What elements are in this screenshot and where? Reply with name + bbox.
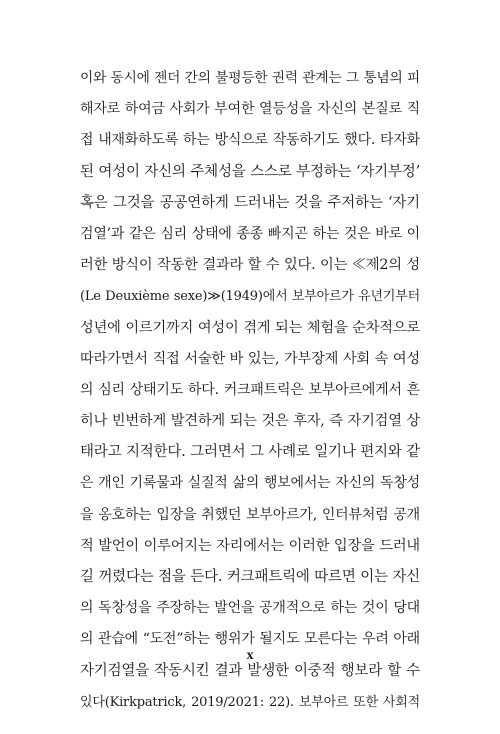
body-paragraph <box>80 63 420 718</box>
text-line: 있다(Kirkpatrick, 2019/2021: 22). 보부아르 또한 사회적 <box>80 694 420 710</box>
text-line: 히나 빈번하게 발견하게 되는 것은 후자, 즉 자기검열 상 <box>80 413 420 430</box>
text-line: 해자로 하여금 사회가 부여한 열등성을 자신의 본질로 직 <box>80 101 420 118</box>
text-line: 길 꺼렸다는 점을 든다. 커크패트릭에 따르면 이는 자신 <box>80 569 420 585</box>
text-line: 러한 방식이 작동한 결과라 할 수 있다. 이는 ≪제2의 성 <box>80 257 420 274</box>
page-number: x <box>246 648 254 663</box>
text-line: 의 독창성을 주장하는 발언을 공개적으로 하는 것이 당대 <box>80 600 420 617</box>
text-line: 검열’과 같은 심리 상태에 종종 빠지곤 하는 것은 바로 이 <box>80 225 420 242</box>
text-line: 된 여성이 자신의 주체성을 스스로 부정하는 ‘자기부정’ <box>80 163 420 180</box>
text-line: 자기검열을 작동시킨 결과 발생한 이중적 행보라 할 수 <box>80 662 420 679</box>
text-line: 이와 동시에 젠더 간의 불평등한 권력 관계는 그 통념의 피 <box>80 70 420 86</box>
text-line: 적 발언이 이루어지는 자리에서는 이러한 입장을 드러내 <box>80 537 420 554</box>
text-line: 은 개인 기록물과 실질적 삶의 행보에서는 자신의 독창성 <box>80 475 420 492</box>
text-line: 성년에 이르기까지 여성이 겪게 되는 체험을 순차적으로 <box>80 319 420 336</box>
text-line: 따라가면서 직접 서술한 바 있는, 가부장제 사회 속 여성 <box>80 350 420 367</box>
text-line: (Le Deuxième sexe)≫(1949)에서 보부아르가 유년기부터 <box>80 289 420 305</box>
text-line: 혹은 그것을 공공연하게 드러내는 것을 주저하는 ‘자기 <box>80 194 420 211</box>
text-line: 을 옹호하는 입장을 취했던 보부아르가, 인터뷰처럼 공개 <box>80 506 420 523</box>
text-line: 태라고 지적한다. 그러면서 그 사례로 일기나 편지와 같 <box>80 444 420 461</box>
text-line: 의 관습에 “도전”하는 행위가 될지도 모른다는 우려 아래 <box>80 631 420 648</box>
text-line: 의 심리 상태기도 하다. 커크패트릭은 보부아르에게서 흔 <box>80 381 420 398</box>
text-line: 접 내재화하도록 하는 방식으로 작동하기도 했다. 타자화 <box>80 132 420 149</box>
